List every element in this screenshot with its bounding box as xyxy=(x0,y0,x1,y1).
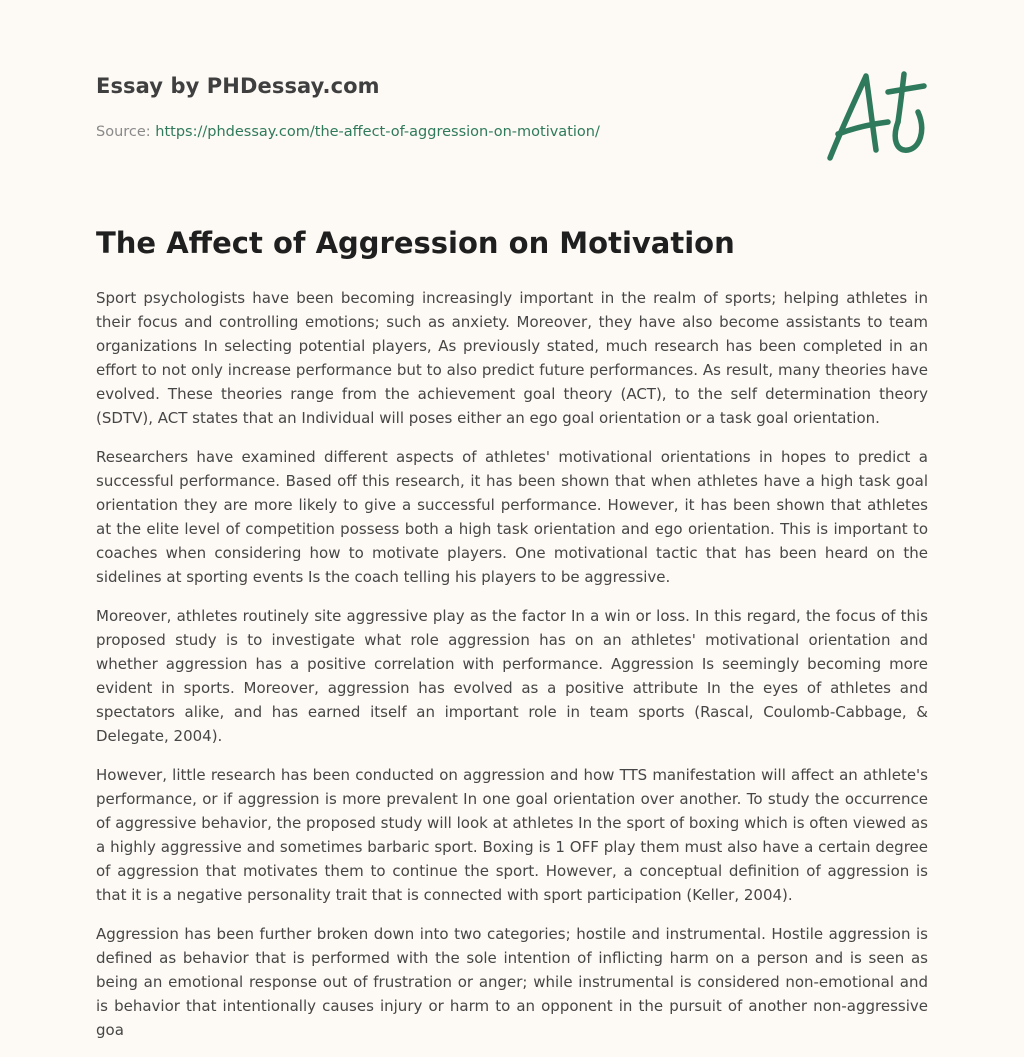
a-plus-icon xyxy=(822,66,932,166)
paragraph: Moreover, athletes routinely site aggressive play as the factor In a win or loss. In this regard, the focus of this proposed study is to investigate what role aggression has on an athletes' motivational orientation and whether aggression has a positive correlation with performance. Aggression Is seemingly becoming more evident in sports. Moreover, aggression has evolved as a positive attribute In the eyes of athletes and spectators alike, and has earned itself an important role in team sports (Rascal, Coulomb-Cabbage, & Delegate, 2004). xyxy=(96,607,928,745)
paragraph: However, little research has been conducted on aggression and how TTS manifestation will affect an athlete's performance, or if aggression is more prevalent In one goal orientation over another. To study the occurrence of aggressive behavior, the proposed study will look at athletes In the sport of boxing which is often viewed as a highly aggressive and sometimes barbaric sport. Boxing is 1 OFF play them must also have a certain degree of aggression that motivates them to continue the sport. However, a conceptual definition of aggression is that it is a negative personality trait that is connected with sport participation (Keller, 2004). xyxy=(96,766,928,904)
paragraph: Aggression has been further broken down into two categories; hostile and instrumental. Hostile aggression is defined as behavior that is performed with the sole intention of inflicting harm on a person and is seen as being an emotional response out of frustration or anger; while instrumental is considered non-emotional and is behavior that intentionally causes injury or harm to an opponent in the pursuit of another non-aggressive goa xyxy=(96,925,928,1039)
brand-title: Essay by PHDessay.com xyxy=(96,74,380,98)
paragraph: Sport psychologists have been becoming increasingly important in the realm of sports; helping athletes in their focus and controlling emotions; such as anxiety. Moreover, they have also become assistants to team organizations In selecting potential players, As previously stated, much research has been completed in an effort to not only increase performance but to also predict future performances. As result, many theories have evolved. These theories range from the achievement goal theory (ACT), to the self determination theory (SDTV), ACT states that an Individual will poses either an ego goal orientation or a task goal orientation. xyxy=(96,289,928,427)
page-title: The Affect of Aggression on Motivation xyxy=(96,226,735,260)
paragraph: Researchers have examined different aspects of athletes' motivational orientations in hopes to predict a successful performance. Based off this research, it has been shown that when athletes have a high task goal orientation they are more likely to give a successful performance. However, it has been shown that athletes at the elite level of competition possess both a high task orientation and ego orientation. This is important to coaches when considering how to motivate players. One motivational tactic that has been heard on the sidelines at sporting events Is the coach telling his players to be aggressive. xyxy=(96,448,928,586)
essay-header xyxy=(96,74,380,98)
source-line xyxy=(96,124,600,140)
article-body xyxy=(96,286,928,1057)
source-link[interactable]: https://phdessay.com/the-affect-of-aggression-on-motivation/ xyxy=(155,124,600,140)
source-label: Source: xyxy=(96,124,151,140)
